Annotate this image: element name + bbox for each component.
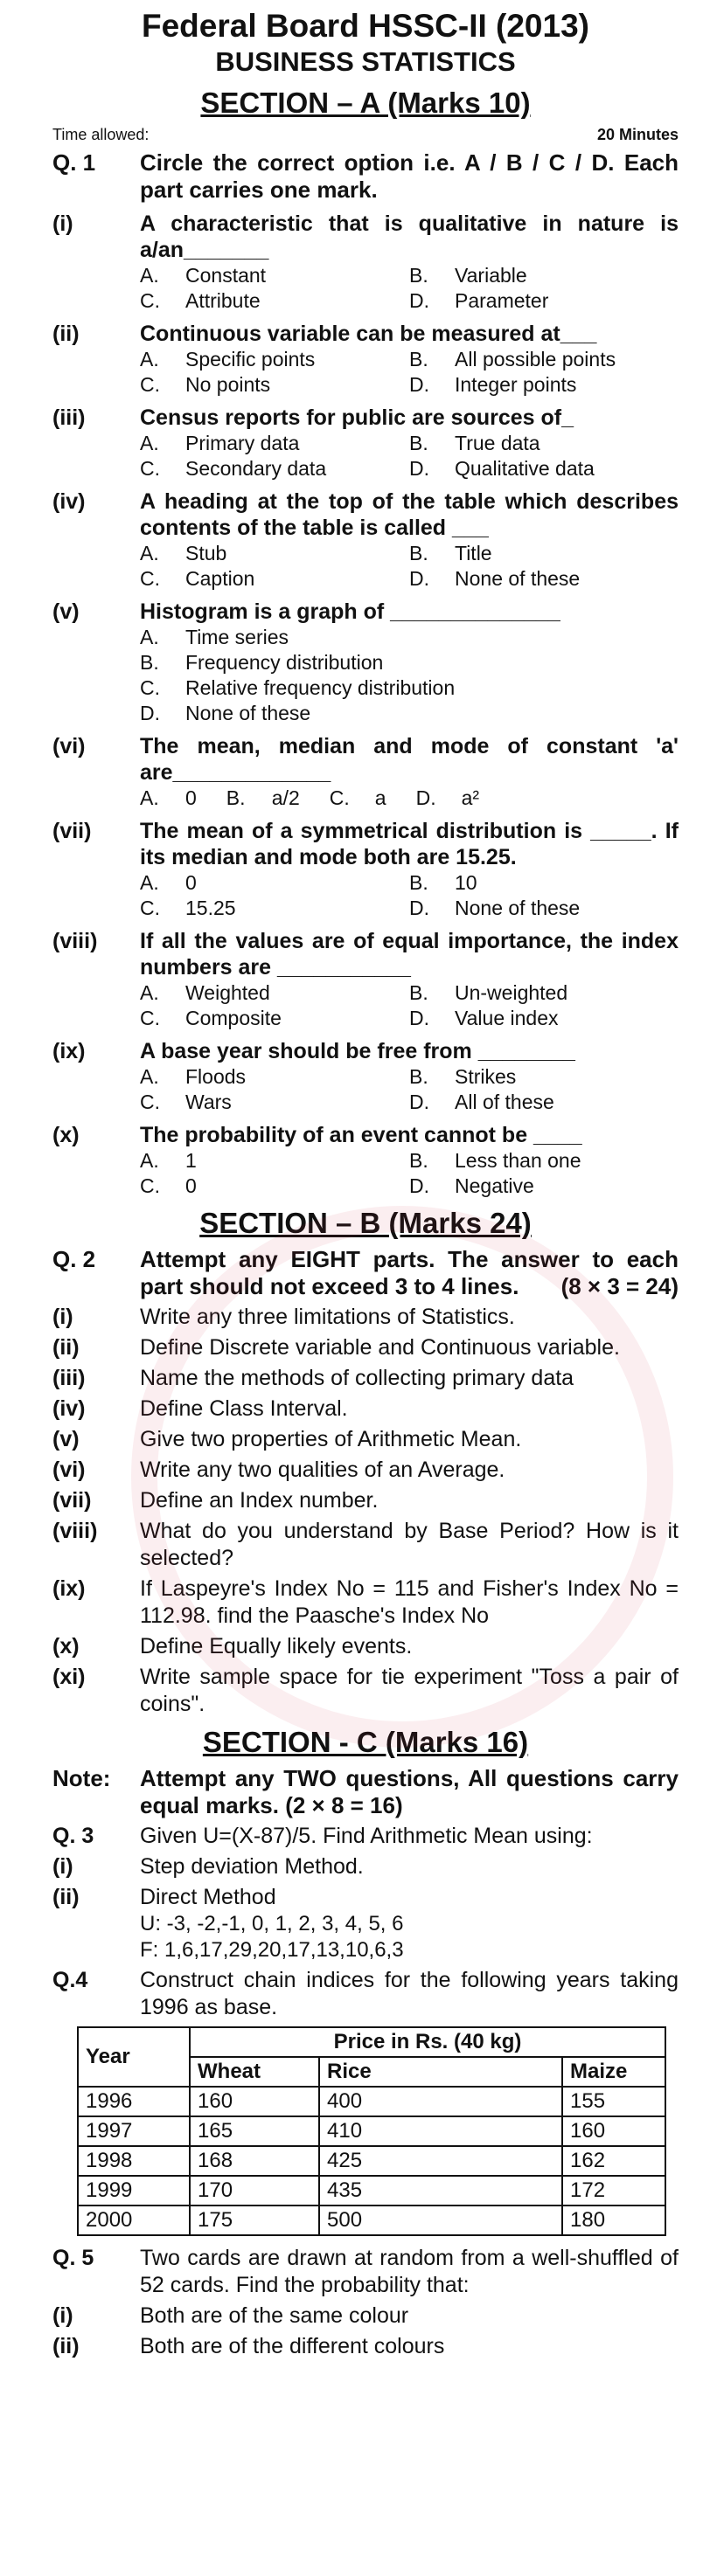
mcq-item [52, 405, 679, 481]
question-3-part-1 [52, 1853, 679, 1880]
short-question [52, 1518, 679, 1572]
item-number: (v) [52, 599, 80, 624]
item-stem: Continuous variable can be measured at___ [140, 322, 597, 346]
item-number: (ii) [52, 1335, 80, 1360]
question-marks: (8 × 3 = 24) [560, 1273, 679, 1299]
question-instruction [140, 1246, 679, 1300]
option-text: Title [455, 542, 492, 564]
mcq-item [52, 599, 679, 726]
question-instruction: Circle the correct option i.e. A / B / C / D. Each part carries one mark. [140, 149, 679, 203]
mcq-list [52, 211, 679, 1199]
options [140, 786, 679, 811]
mcq-item [52, 1038, 679, 1115]
option-text: Attribute [185, 289, 261, 312]
table-cell: 160 [562, 2116, 665, 2146]
short-question [52, 1426, 679, 1453]
option-letter: A. [140, 981, 159, 1004]
option [140, 625, 679, 650]
table-cell: 168 [190, 2146, 319, 2176]
item-number: (vi) [52, 1458, 86, 1482]
subject-title: BUSINESS STATISTICS [215, 46, 516, 77]
time-allowed-label: Time allowed: [52, 126, 150, 143]
option-text: a/2 [271, 786, 300, 809]
item-stem: If all the values are of equal importance, the index numbers are ___________ [140, 929, 679, 980]
option-letter: B. [409, 1065, 428, 1088]
option-text: Variable [455, 264, 527, 287]
option [330, 786, 386, 811]
option [140, 870, 409, 896]
item-number: (v) [52, 1427, 80, 1451]
item-stem: Census reports for public are sources of_ [140, 405, 574, 430]
option-letter: B. [226, 786, 246, 809]
option-text: None of these [455, 567, 581, 590]
option-letter: B. [409, 348, 428, 370]
option-letter: A. [140, 871, 159, 894]
option [140, 288, 409, 314]
table-header-maize: Maize [562, 2057, 665, 2087]
mcq-item [52, 321, 679, 398]
option-letter: A. [140, 542, 159, 564]
short-question [52, 1633, 679, 1660]
option [140, 263, 409, 288]
table-header-wheat: Wheat [190, 2057, 319, 2087]
option [409, 347, 679, 372]
option-letter: C. [140, 1091, 160, 1113]
option-letter: A. [140, 1065, 159, 1088]
section-c-note [52, 1765, 679, 1819]
table-row [78, 2087, 665, 2116]
table-cell: 435 [319, 2176, 562, 2206]
question-2 [52, 1246, 679, 1300]
option-letter: D. [409, 567, 429, 590]
options [140, 541, 679, 592]
short-question [52, 1395, 679, 1423]
option [409, 541, 679, 566]
option-text: Composite [185, 1007, 282, 1029]
item-body [140, 818, 679, 921]
option-letter: B. [409, 542, 428, 564]
option-letter: D. [409, 1091, 429, 1113]
part-text: Direct Method [140, 1885, 276, 1909]
item-number: (ix) [52, 1039, 86, 1063]
option [409, 566, 679, 592]
option-letter: A. [140, 1149, 159, 1172]
mcq-item [52, 733, 679, 811]
option-text: Parameter [455, 289, 549, 312]
item-number: (i) [52, 1305, 73, 1329]
options [140, 980, 679, 1031]
option-text: Less than one [455, 1149, 581, 1172]
option-text: Integer points [455, 373, 577, 396]
options [140, 347, 679, 398]
option-text: 10 [455, 871, 477, 894]
option-letter: A. [140, 626, 159, 648]
option-letter: C. [140, 676, 160, 699]
item-body [140, 599, 679, 726]
option [140, 1090, 409, 1115]
options [140, 870, 679, 921]
table-header-price: Price in Rs. (40 kg) [190, 2027, 665, 2057]
item-number: (ix) [52, 1576, 86, 1601]
item-text: If Laspeyre's Index No = 115 and Fisher's Index No = 112.98. find the Paasche's Index No [140, 1576, 679, 1628]
option-letter: C. [140, 457, 160, 480]
options [140, 1148, 679, 1199]
option-letter: D. [409, 1174, 429, 1197]
part-number: (ii) [52, 1885, 80, 1909]
table-cell: 175 [190, 2206, 319, 2235]
item-body [140, 1038, 679, 1115]
item-body [140, 928, 679, 1031]
item-number: (iii) [52, 405, 86, 430]
option [409, 1090, 679, 1115]
item-number: (vii) [52, 1488, 92, 1513]
short-question [52, 1575, 679, 1630]
item-number: (vi) [52, 734, 86, 758]
option-letter: A. [140, 348, 159, 370]
option-text: Value index [455, 1007, 559, 1029]
option [140, 980, 409, 1006]
mcq-item [52, 818, 679, 921]
option-text: No points [185, 373, 271, 396]
option-text: Strikes [455, 1065, 517, 1088]
table-cell: 162 [562, 2146, 665, 2176]
table-cell: 425 [319, 2146, 562, 2176]
item-number: (iv) [52, 489, 86, 514]
item-text: Define Equally likely events. [140, 1634, 413, 1658]
question-3-part-2 [52, 1884, 679, 1963]
options [140, 431, 679, 481]
option-letter: C. [140, 373, 160, 396]
table-cell: 155 [562, 2087, 665, 2116]
item-text: What do you understand by Base Period? How is it selected? [140, 1519, 679, 1570]
option-letter: B. [409, 432, 428, 454]
part-number: (i) [52, 2303, 73, 2328]
option-letter: C. [140, 289, 160, 312]
item-text: Define Class Interval. [140, 1396, 348, 1421]
option-letter: D. [409, 289, 429, 312]
option [409, 1006, 679, 1031]
item-number: (iv) [52, 1396, 86, 1421]
option [140, 786, 197, 811]
option-letter: C. [140, 1174, 160, 1197]
item-text: Write sample space for tie experiment "Toss a pair of coins". [140, 1665, 679, 1716]
part-number: (i) [52, 1854, 73, 1879]
option-text: Stub [185, 542, 227, 564]
option-letter: B. [409, 264, 428, 287]
short-question-list [52, 1304, 679, 1718]
item-text: Define an Index number. [140, 1488, 379, 1513]
option [140, 372, 409, 398]
note-text: Attempt any TWO questions, All questions carry equal marks. (2 × 8 = 16) [140, 1765, 679, 1818]
option [140, 1148, 409, 1174]
item-number: (viii) [52, 1519, 98, 1543]
table-row [78, 2176, 665, 2206]
f-values: F: 1,6,17,29,20,17,13,10,6,3 [140, 1938, 404, 1962]
option-text: Specific points [185, 348, 316, 370]
option-text: Wars [185, 1091, 232, 1113]
table-cell: 1996 [78, 2087, 190, 2116]
table-header-year: Year [78, 2027, 190, 2087]
question-5-part-1 [52, 2302, 679, 2330]
option [226, 786, 300, 811]
option-letter: D. [409, 373, 429, 396]
option-letter: C. [140, 1007, 160, 1029]
option-letter: C. [329, 786, 350, 809]
question-text: Construct chain indices for the following years taking 1996 as base. [140, 1968, 679, 2019]
item-number: (i) [52, 211, 73, 236]
option-letter: B. [140, 651, 159, 674]
item-text: Name the methods of collecting primary data [140, 1366, 574, 1390]
question-5 [52, 2245, 679, 2299]
option [140, 701, 679, 726]
option [409, 263, 679, 288]
item-number: (iii) [52, 1366, 86, 1390]
option-text: None of these [455, 897, 581, 919]
option-letter: A. [140, 264, 159, 287]
table-row [78, 2116, 665, 2146]
item-body [140, 1122, 679, 1199]
item-number: (x) [52, 1123, 80, 1147]
item-stem: The probability of an event cannot be ____ [140, 1123, 582, 1147]
short-question [52, 1334, 679, 1361]
short-question [52, 1365, 679, 1392]
option-text: Secondary data [185, 457, 327, 480]
option [140, 896, 409, 921]
option-letter: D. [140, 702, 160, 724]
option-text: 0 [185, 1174, 197, 1197]
option-text: 0 [185, 786, 197, 809]
table-cell: 1998 [78, 2146, 190, 2176]
option-text: None of these [185, 702, 311, 724]
question-number: Q. 2 [52, 1246, 96, 1272]
item-text: Write any three limitations of Statistics. [140, 1305, 515, 1329]
option [409, 1064, 679, 1090]
option-text: Relative frequency distribution [185, 676, 456, 699]
option-text: Un-weighted [455, 981, 568, 1004]
short-question [52, 1487, 679, 1514]
option-letter: D. [415, 786, 436, 809]
item-text: Define Discrete variable and Continuous variable. [140, 1335, 620, 1360]
option [409, 1174, 679, 1199]
part-text: Both are of the different colours [140, 2334, 445, 2358]
option-text: Weighted [185, 981, 270, 1004]
option-letter: B. [409, 871, 428, 894]
question-5-part-2 [52, 2333, 679, 2360]
table-row [78, 2206, 665, 2235]
option [140, 431, 409, 456]
option-letter: C. [140, 567, 160, 590]
option [140, 541, 409, 566]
question-text: Given U=(X-87)/5. Find Arithmetic Mean using: [140, 1824, 593, 1848]
option [409, 980, 679, 1006]
option [140, 1006, 409, 1031]
table-cell: 170 [190, 2176, 319, 2206]
note-label: Note: [52, 1765, 111, 1791]
options [140, 625, 679, 726]
table-cell: 172 [562, 2176, 665, 2206]
option [140, 456, 409, 481]
part-text: Step deviation Method. [140, 1854, 364, 1879]
table-cell: 165 [190, 2116, 319, 2146]
option-text: Constant [185, 264, 267, 287]
option [140, 1174, 409, 1199]
option-text: Time series [185, 626, 289, 648]
option-text: Floods [185, 1065, 247, 1088]
option [140, 675, 679, 701]
table-cell: 500 [319, 2206, 562, 2235]
option-text: True data [455, 432, 540, 454]
table-cell: 180 [562, 2206, 665, 2235]
item-number: (ii) [52, 322, 80, 346]
mcq-item [52, 928, 679, 1031]
item-stem: The mean of a symmetrical distribution is _____. If its median and mode both are 15.25. [140, 819, 679, 869]
question-text: Attempt any EIGHT parts. The answer to each part should not exceed 3 to 4 lines. [140, 1246, 679, 1299]
question-1 [52, 149, 679, 204]
item-stem: A characteristic that is qualitative in nature is a/an_______ [140, 211, 679, 262]
option-letter: A. [140, 786, 159, 809]
u-values: U: -3, -2,-1, 0, 1, 2, 3, 4, 5, 6 [140, 1912, 404, 1935]
section-c-title: SECTION - C (Marks 16) [202, 1726, 529, 1758]
options [140, 1064, 679, 1115]
option [409, 1148, 679, 1174]
option [409, 456, 679, 481]
option [409, 870, 679, 896]
option-letter: D. [409, 457, 429, 480]
option-text: All of these [455, 1091, 554, 1113]
item-text: Give two properties of Arithmetic Mean. [140, 1427, 522, 1451]
question-4 [52, 1967, 679, 2021]
part-text: Both are of the same colour [140, 2303, 409, 2328]
item-stem: Histogram is a graph of ______________ [140, 599, 560, 624]
short-question [52, 1457, 679, 1484]
mcq-item [52, 488, 679, 592]
mcq-item [52, 1122, 679, 1199]
option [416, 786, 479, 811]
option-text: a² [461, 786, 480, 809]
time-allowed-value: 20 Minutes [596, 126, 679, 143]
table-cell: 400 [319, 2087, 562, 2116]
table-header-rice: Rice [319, 2057, 562, 2087]
table-cell: 160 [190, 2087, 319, 2116]
option [140, 1064, 409, 1090]
item-stem: A base year should be free from ________ [140, 1039, 575, 1063]
mcq-item [52, 211, 679, 314]
item-number: (xi) [52, 1665, 86, 1689]
option [409, 431, 679, 456]
option-text: Negative [455, 1174, 534, 1197]
item-body [140, 321, 679, 398]
table-cell: 1997 [78, 2116, 190, 2146]
option [140, 347, 409, 372]
option [409, 372, 679, 398]
item-body [140, 733, 679, 811]
price-table [77, 2026, 666, 2236]
option-text: 15.25 [185, 897, 236, 919]
item-number: (x) [52, 1634, 80, 1658]
item-text: Write any two qualities of an Average. [140, 1458, 505, 1482]
item-body [140, 488, 679, 592]
part-number: (ii) [52, 2334, 80, 2358]
item-stem: A heading at the top of the table which describes contents of the table is called ___ [140, 489, 679, 540]
time-allowed-row [52, 126, 679, 144]
option-text: Primary data [185, 432, 300, 454]
section-b-title: SECTION – B (Marks 24) [199, 1207, 532, 1239]
question-number: Q. 3 [52, 1824, 94, 1848]
option-text: 0 [185, 871, 197, 894]
question-number: Q. 1 [52, 149, 96, 176]
section-a-title: SECTION – A (Marks 10) [200, 87, 531, 119]
question-text: Two cards are drawn at random from a well-shuffled of 52 cards. Find the probability that: [140, 2246, 679, 2297]
option-letter: C. [140, 897, 160, 919]
option-letter: B. [409, 981, 428, 1004]
table-cell: 410 [319, 2116, 562, 2146]
page-title: Federal Board HSSC-II (2013) [142, 8, 589, 44]
option-text: Qualitative data [455, 457, 595, 480]
option-text: a [374, 786, 386, 809]
table-cell: 2000 [78, 2206, 190, 2235]
item-stem: The mean, median and mode of constant 'a' are_____________ [140, 734, 679, 785]
short-question [52, 1304, 679, 1331]
option [140, 650, 679, 675]
options [140, 263, 679, 314]
option-letter: B. [409, 1149, 428, 1172]
option-letter: D. [409, 897, 429, 919]
option-text: 1 [185, 1149, 197, 1172]
question-number: Q. 5 [52, 2246, 94, 2270]
item-number: (vii) [52, 819, 92, 843]
option-text: Caption [185, 567, 255, 590]
short-question [52, 1664, 679, 1718]
item-number: (viii) [52, 929, 98, 953]
option-letter: A. [140, 432, 159, 454]
option [140, 566, 409, 592]
option [409, 288, 679, 314]
option-letter: D. [409, 1007, 429, 1029]
question-3 [52, 1823, 679, 1850]
item-body [140, 211, 679, 314]
option-text: Frequency distribution [185, 651, 384, 674]
option-text: All possible points [455, 348, 616, 370]
table-cell: 1999 [78, 2176, 190, 2206]
question-number: Q.4 [52, 1968, 88, 1992]
item-body [140, 405, 679, 481]
table-row [78, 2146, 665, 2176]
option [409, 896, 679, 921]
